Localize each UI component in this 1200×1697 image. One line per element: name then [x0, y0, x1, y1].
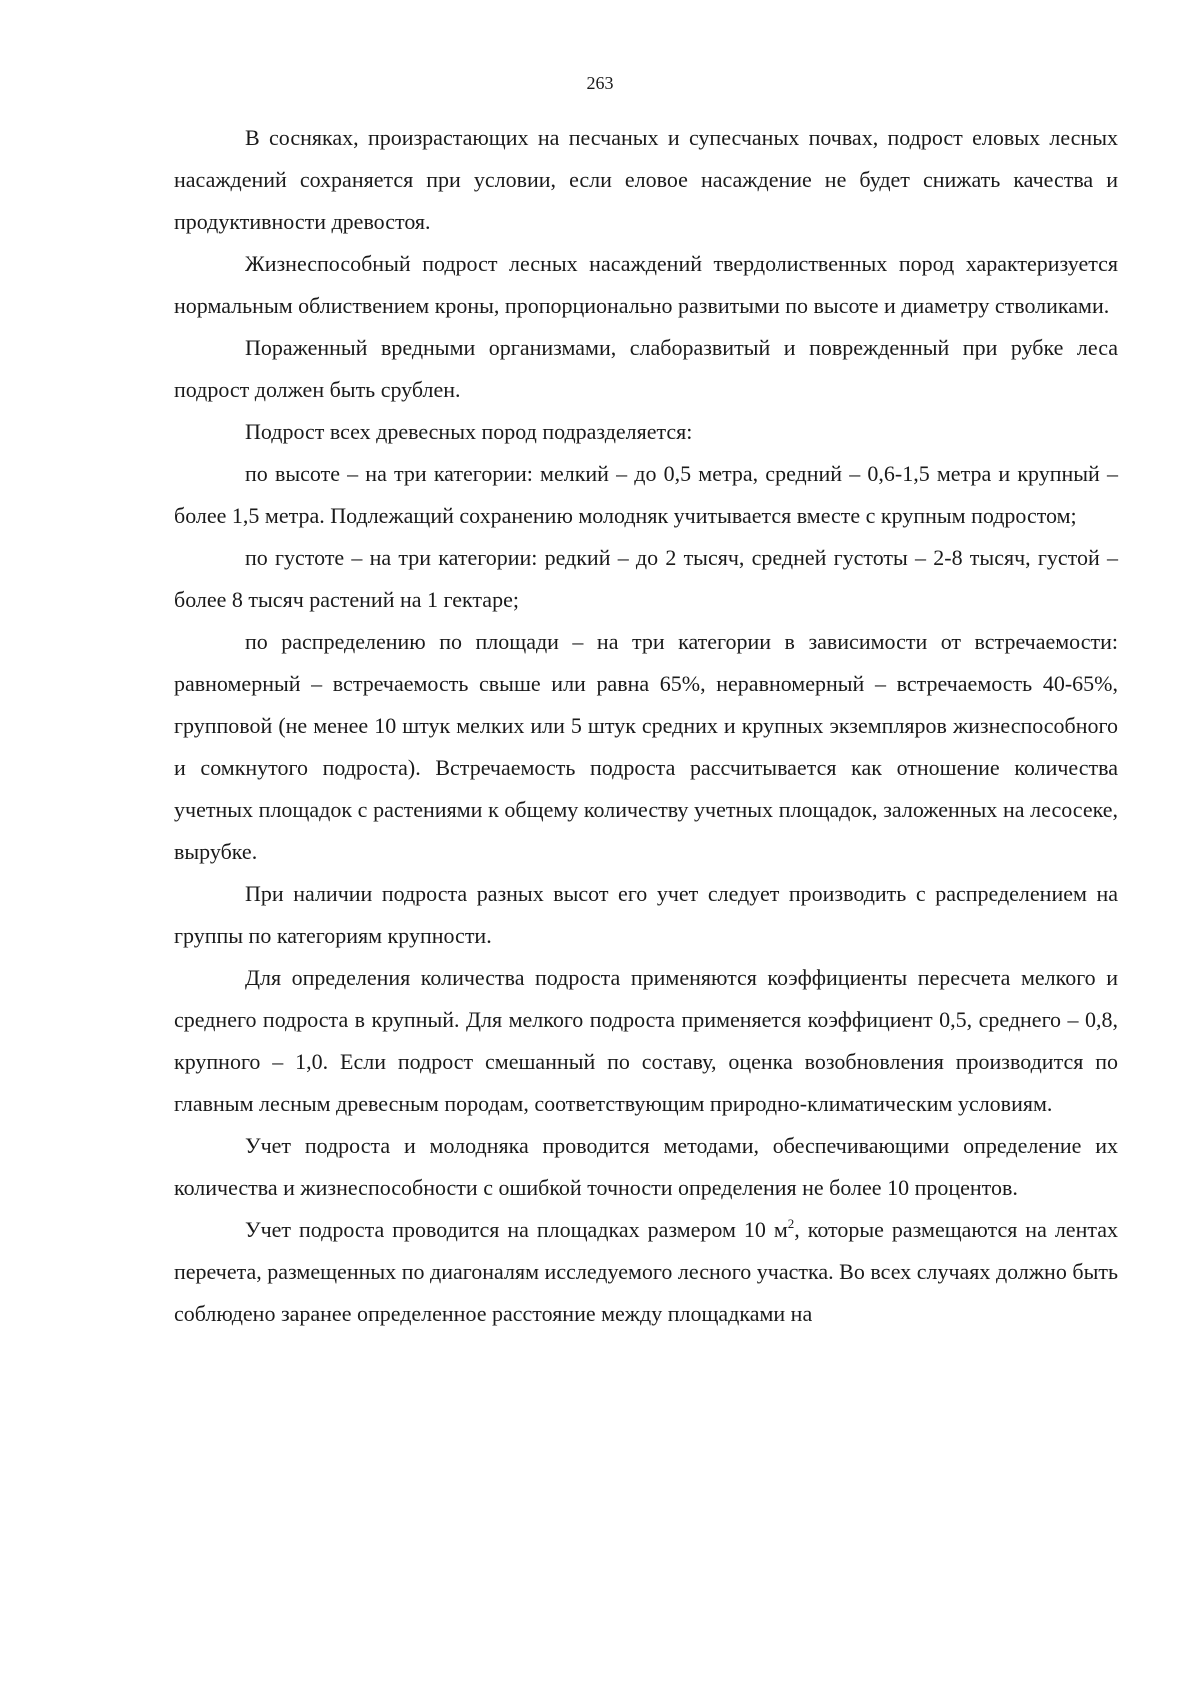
paragraph-10: Учет подроста и молодняка проводится методами, обеспечивающими определение их количества и жизнеспособности с ошибкой точности определения не более 10 процентов.: [174, 1133, 1118, 1200]
paragraph-8: При наличии подроста разных высот его учет следует производить с распределением на группы по категориям крупности.: [174, 881, 1118, 948]
paragraph-1: В сосняках, произрастающих на песчаных и супесчаных почвах, подрост еловых лесных насаждений сохраняется при условии, если еловое насаждение не будет снижать качества и продуктивности древостоя.: [174, 125, 1118, 234]
paragraph-2: Жизнеспособный подрост лесных насаждений твердолиственных пород характеризуется нормальным облиствением кроны, пропорционально развитыми по высоте и диаметру стволиками.: [174, 251, 1118, 318]
paragraph-5: по высоте – на три категории: мелкий – до 0,5 метра, средний – 0,6-1,5 метра и крупный – более 1,5 метра. Подлежащий сохранению молодняк учитывается вместе с крупным подростом;: [174, 461, 1118, 528]
paragraph-11-start: Учет подроста проводится на площадках размером 10 м: [245, 1217, 788, 1242]
paragraph-3: Пораженный вредными организмами, слаборазвитый и поврежденный при рубке леса подрост должен быть срублен.: [174, 335, 1118, 402]
paragraph-6: по густоте – на три категории: редкий – до 2 тысяч, средней густоты – 2-8 тысяч, густой – более 8 тысяч растений на 1 гектаре;: [174, 545, 1118, 612]
paragraph-11-end: , которые размещаются на лентах перечета, размещенных по диагоналям исследуемого лесного участка. Во всех случаях должно быть соблюдено заранее определенное расстояние между площадками на: [174, 1217, 1118, 1326]
paragraph-4: Подрост всех древесных пород подразделяется:: [245, 419, 693, 444]
body-text: [174, 117, 1118, 1335]
page-number: 263: [586, 73, 614, 93]
superscript-2: 2: [787, 1216, 795, 1231]
paragraph-11: [174, 1209, 1118, 1335]
paragraph-9: Для определения количества подроста применяются коэффициенты пересчета мелкого и среднего подроста в крупный. Для мелкого подроста применяется коэффициент 0,5, среднего – 0,8, крупного – 1,0. Если подрост смешанный по составу, оценка возобновления производится по главным лесным древесным породам, соответствующим природно-климатическим условиям.: [174, 965, 1118, 1116]
paragraph-7: по распределению по площади – на три категории в зависимости от встречаемости: равномерный – встречаемость свыше или равна 65%, неравномерный – встречаемость 40-65%, групповой (не менее 10 штук мелких или 5 штук средних и крупных экземпляров жизнеспособного и сомкнутого подроста). Встречаемость подроста рассчитывается как отношение количества учетных площадок с растениями к общему количеству учетных площадок, заложенных на лесосеке, вырубке.: [174, 629, 1118, 864]
